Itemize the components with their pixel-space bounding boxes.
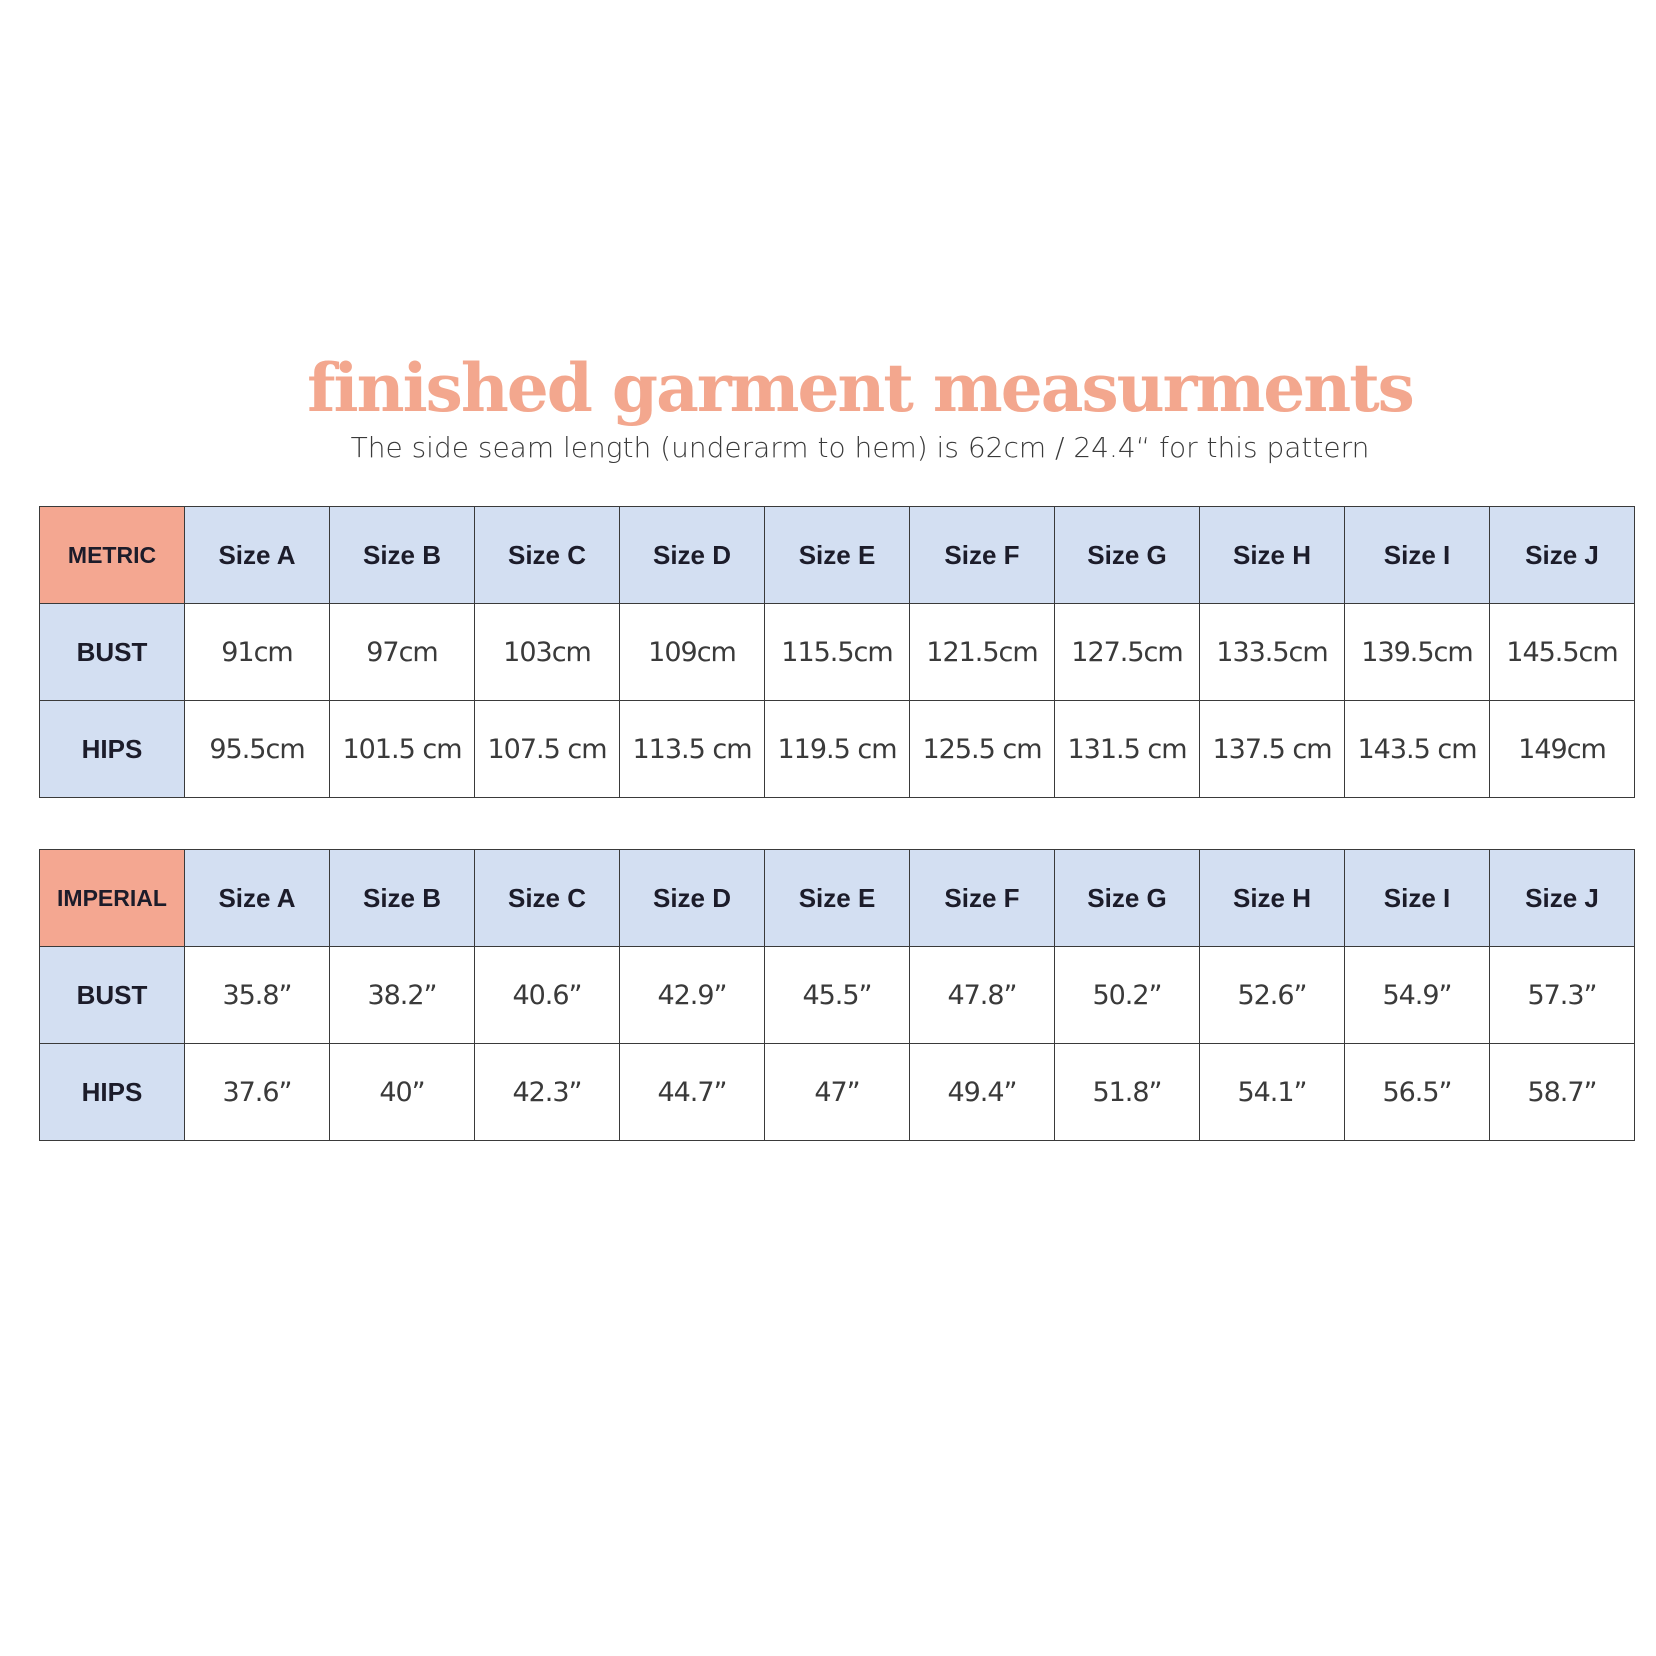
metric-hips-value: 149cm [1490,701,1635,798]
imperial-size-i: Size I [1345,850,1490,947]
imperial-hips-label: HIPS [40,1044,185,1141]
imperial-bust-label: BUST [40,947,185,1044]
imperial-hips-value: 47” [765,1044,910,1141]
page-title: finished garment measurments [307,349,1413,427]
imperial-bust-value: 35.8” [185,947,330,1044]
metric-size-h: Size H [1200,507,1345,604]
imperial-bust-row [40,947,1635,1044]
metric-bust-value: 145.5cm [1490,604,1635,701]
imperial-bust-value: 54.9” [1345,947,1490,1044]
metric-table [39,506,1635,798]
metric-bust-value: 97cm [330,604,475,701]
metric-hips-value: 131.5 cm [1055,701,1200,798]
imperial-size-f: Size F [910,850,1055,947]
imperial-hips-value: 58.7” [1490,1044,1635,1141]
imperial-hips-value: 44.7” [620,1044,765,1141]
metric-bust-value: 91cm [185,604,330,701]
metric-hips-value: 119.5 cm [765,701,910,798]
imperial-size-b: Size B [330,850,475,947]
imperial-size-j: Size J [1490,850,1635,947]
imperial-bust-value: 47.8” [910,947,1055,1044]
metric-size-c: Size C [475,507,620,604]
metric-size-b: Size B [330,507,475,604]
metric-size-d: Size D [620,507,765,604]
metric-hips-value: 143.5 cm [1345,701,1490,798]
imperial-hips-value: 40” [330,1044,475,1141]
metric-bust-value: 133.5cm [1200,604,1345,701]
imperial-size-e: Size E [765,850,910,947]
metric-label: METRIC [40,507,185,604]
metric-size-j: Size J [1490,507,1635,604]
metric-hips-label: HIPS [40,701,185,798]
imperial-table [39,849,1635,1141]
metric-hips-value: 125.5 cm [910,701,1055,798]
imperial-bust-value: 45.5” [765,947,910,1044]
metric-size-e: Size E [765,507,910,604]
imperial-label: IMPERIAL [40,850,185,947]
metric-bust-label: BUST [40,604,185,701]
imperial-hips-value: 37.6” [185,1044,330,1141]
metric-bust-value: 127.5cm [1055,604,1200,701]
imperial-bust-value: 57.3” [1490,947,1635,1044]
imperial-bust-value: 50.2” [1055,947,1200,1044]
metric-size-f: Size F [910,507,1055,604]
metric-bust-value: 103cm [475,604,620,701]
metric-size-i: Size I [1345,507,1490,604]
metric-bust-row [40,604,1635,701]
metric-bust-value: 121.5cm [910,604,1055,701]
metric-size-a: Size A [185,507,330,604]
metric-hips-value: 101.5 cm [330,701,475,798]
imperial-hips-value: 51.8” [1055,1044,1200,1141]
metric-bust-value: 115.5cm [765,604,910,701]
metric-hips-row [40,701,1635,798]
metric-bust-value: 109cm [620,604,765,701]
imperial-hips-value: 54.1” [1200,1044,1345,1141]
imperial-size-d: Size D [620,850,765,947]
imperial-bust-value: 42.9” [620,947,765,1044]
imperial-size-h: Size H [1200,850,1345,947]
imperial-header-row [40,850,1635,947]
imperial-size-c: Size C [475,850,620,947]
imperial-hips-value: 56.5” [1345,1044,1490,1141]
metric-hips-value: 137.5 cm [1200,701,1345,798]
imperial-bust-value: 40.6” [475,947,620,1044]
imperial-hips-value: 42.3” [475,1044,620,1141]
imperial-hips-value: 49.4” [910,1044,1055,1141]
imperial-bust-value: 52.6” [1200,947,1345,1044]
metric-hips-value: 95.5cm [185,701,330,798]
metric-header-row [40,507,1635,604]
page-subtitle: The side seam length (underarm to hem) is 62cm / 24.4“ for this pattern [350,431,1370,464]
metric-bust-value: 139.5cm [1345,604,1490,701]
metric-hips-value: 113.5 cm [620,701,765,798]
imperial-size-g: Size G [1055,850,1200,947]
metric-hips-value: 107.5 cm [475,701,620,798]
metric-size-g: Size G [1055,507,1200,604]
imperial-hips-row [40,1044,1635,1141]
imperial-bust-value: 38.2” [330,947,475,1044]
imperial-size-a: Size A [185,850,330,947]
